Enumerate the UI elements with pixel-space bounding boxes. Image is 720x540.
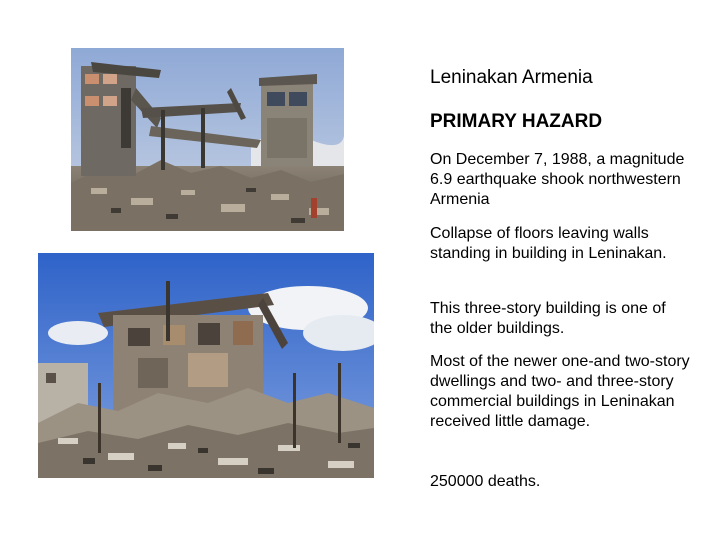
collapsed-building-photo-top	[71, 48, 344, 231]
hazard-heading: PRIMARY HAZARD	[430, 111, 603, 132]
paragraph-deaths: 250000 deaths.	[430, 473, 541, 490]
paragraph-event: On December 7, 1988, a magnitude 6.9 earthquake shook northwestern Armenia	[430, 151, 685, 208]
slide-title: Leninakan Armenia	[430, 67, 593, 88]
paragraph-older-building: This three-story building is one of the older buildings.	[430, 300, 666, 337]
paragraph-newer-buildings: Most of the newer one-and two-story dwellings and two- and three-story commercial buildings in Leninakan received little damage.	[430, 353, 690, 430]
paragraph-collapse: Collapse of floors leaving walls standing in building in Leninakan.	[430, 225, 667, 262]
collapsed-building-photo-bottom	[38, 253, 374, 478]
